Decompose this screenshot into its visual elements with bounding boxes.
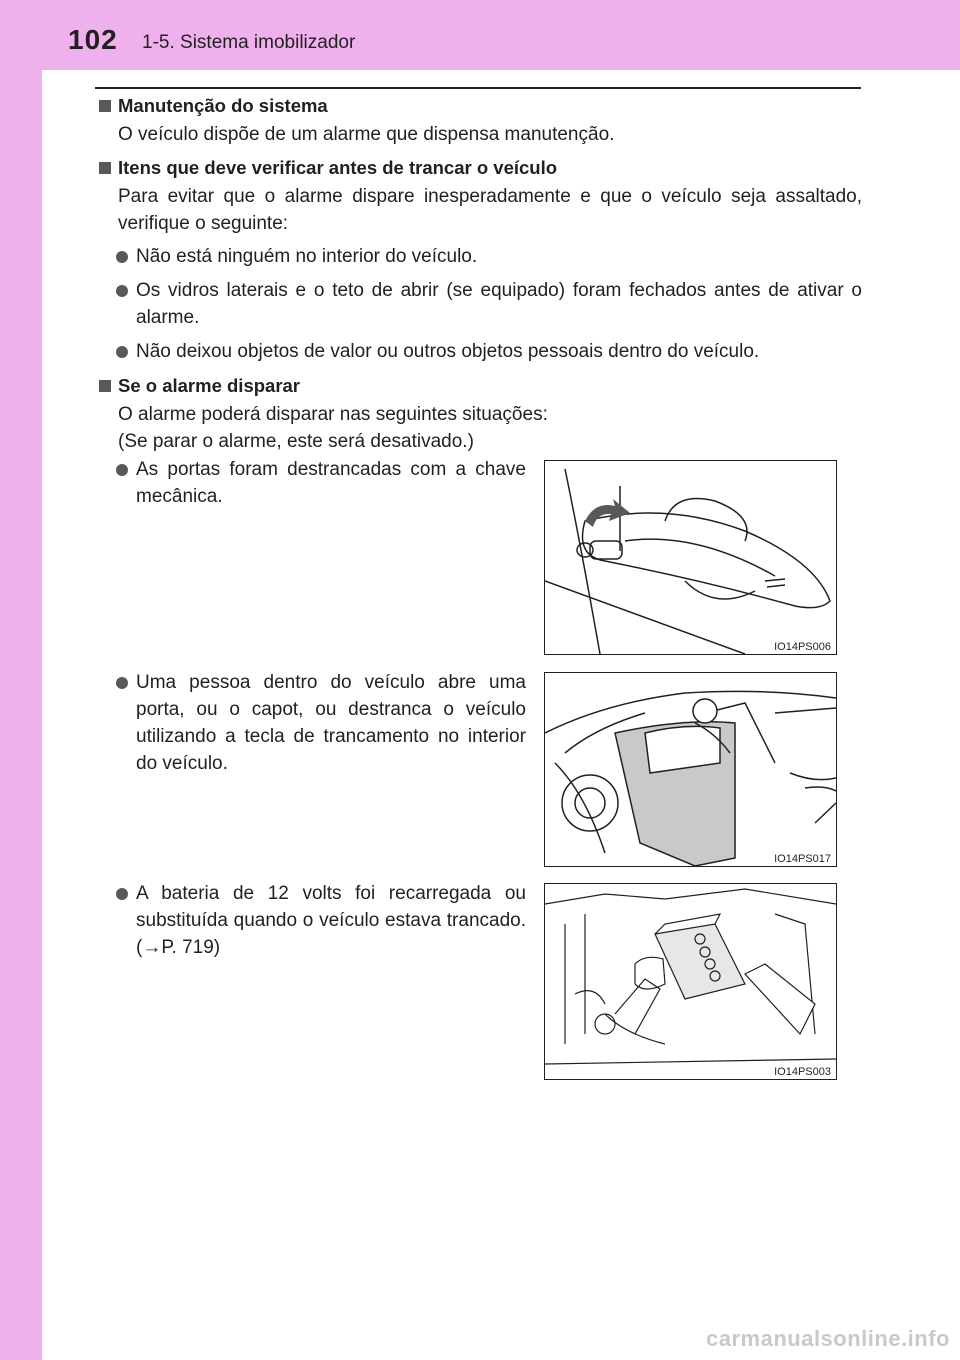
bullet-dot-icon <box>116 346 128 358</box>
list-item-text: Não deixou objetos de valor ou outros objetos pessoais dentro do veículo. <box>136 341 760 362</box>
figure-code: IO14PS006 <box>774 641 831 653</box>
bullet-dot-icon <box>116 251 128 263</box>
paragraph: O veículo dispõe de um alarme que dispensa manutenção. <box>118 124 615 145</box>
list-item-text: As portas foram destrancadas com a chave mecânica. <box>136 459 526 507</box>
list-item-body <box>96 880 526 961</box>
figure-code: IO14PS017 <box>774 853 831 865</box>
door-key-illustration <box>545 461 836 654</box>
paragraph-line: (Se parar o alarme, este será desativado.) <box>118 431 474 452</box>
list-item-text: Uma pessoa dentro do veículo abre uma porta, ou o capot, ou destranca o veículo utilizando a tecla de trancamento no interior do veículo. <box>136 672 526 774</box>
main-content <box>96 95 862 455</box>
open-door-illustration <box>545 673 836 866</box>
list-item-text: Não está ninguém no interior do veículo. <box>136 246 478 267</box>
battery-illustration <box>545 884 836 1079</box>
paragraph-line: O alarme poderá disparar nas seguintes situações: <box>118 404 548 425</box>
heading-alarm-triggers <box>96 375 862 397</box>
list-item <box>96 880 526 961</box>
figure-door-key <box>544 460 837 655</box>
heading-checks <box>96 157 862 179</box>
section-title: 1-5. Sistema imobilizador <box>142 32 356 53</box>
paragraph: Para evitar que o alarme dispare inesperadamente e que o veículo seja assaltado, verifique o seguinte: <box>118 186 862 234</box>
list-item-body <box>96 456 526 510</box>
figure-person-door <box>544 672 837 867</box>
heading-text: Itens que deve verificar antes de trancar o veículo <box>118 157 558 178</box>
paragraph <box>96 401 862 455</box>
heading-square-icon <box>99 100 111 112</box>
list-item <box>96 338 862 365</box>
figure-code: IO14PS003 <box>774 1066 831 1078</box>
heading-maintenance <box>96 95 862 117</box>
list-item <box>96 456 526 510</box>
header-rule <box>95 87 861 89</box>
watermark: carmanualsonline.info <box>706 1326 950 1351</box>
heading-square-icon <box>99 380 111 392</box>
page-side-band <box>0 0 42 1360</box>
list-item-text: A bateria de 12 volts foi recarregada ou substituída quando o veículo estava trancado. (→P. 719) <box>136 883 526 958</box>
list-item-text: Os vidros laterais e o teto de abrir (se equipado) foram fechados antes de ativar o alarme. <box>136 280 862 328</box>
figure-battery <box>544 883 837 1080</box>
list-item-body <box>96 669 526 777</box>
heading-square-icon <box>99 162 111 174</box>
heading-text: Se o alarme disparar <box>118 375 301 396</box>
bullet-dot-icon <box>116 464 128 476</box>
list-item <box>96 243 862 270</box>
heading-text: Manutenção do sistema <box>118 95 328 116</box>
bullet-dot-icon <box>116 888 128 900</box>
page-number: 102 <box>68 24 118 55</box>
bullet-dot-icon <box>116 285 128 297</box>
list-item <box>96 669 526 777</box>
list-item <box>96 277 862 331</box>
bullet-dot-icon <box>116 677 128 689</box>
